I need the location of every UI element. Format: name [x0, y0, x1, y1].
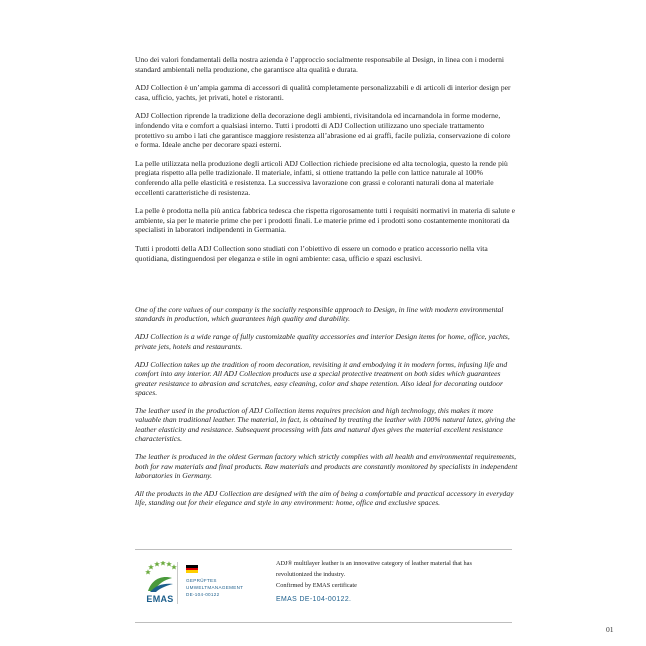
italian-paragraph: ADJ Collection riprende la tradizione della decorazione degli ambienti, rivisitandola ed incarnandola in forme moderne, infondendo vita e comfort a qualsiasi interno. Tutti i prodotti di ADJ Collection utilizzano uno speciale trattamento protettivo su ambo i lati che garantisce maggiore resistenza all’abrasione ed ai graffi, facile pulizia, conservazione di colore e forma. Ideale anche per decorare spazi esterni. [135, 111, 511, 150]
english-paragraph: The leather used in the production of ADJ Collection items requires precision and high technology, this makes it more valuable than traditional leather. The material, in fact, is obtained by treating the leather with 100% natural latex, giving the leather elasticity and resistance. Subsequent processing with fats and natural dyes gives the material excellent resistance characteristics. [135, 406, 516, 444]
english-paragraph: ADJ Collection takes up the tradition of room decoration, revisiting it and embodying it in modern forms, infusing life and comfort into any interior. All ADJ Collection products use a special protective treatment on both sides which guarantees greater resistance to abrasion and scratches, easy cleaning, color and shape retention. Also ideal for decorating outdoor spaces. [135, 359, 508, 398]
footer-divider-top [135, 549, 512, 550]
italian-paragraph: Uno dei valori fondamentali della nostra azienda è l’approccio socialmente responsabile al Design, in linea con i moderni standard ambientali nella produzione, che garantisce alta qualità e durata. [135, 55, 505, 74]
english-text-block [135, 305, 520, 516]
german-flag-icon [186, 565, 198, 573]
badge-line: DE-104-00122 [186, 592, 220, 597]
description-line: Confirmed by EMAS certificate [276, 581, 357, 589]
english-paragraph: One of the core values of our company is the socially responsible approach to Design, in line with modern environmental standards in production, which guarantees high quality and durability. [135, 305, 504, 324]
description-line: revolutionized the industry. [276, 570, 346, 578]
certificate-code: EMAS DE-104-00122. [276, 596, 352, 603]
page-number: 01 [606, 625, 614, 634]
emas-wave-icon [146, 575, 174, 593]
description-line: ADJ® multilayer leather is an innovative category of leather material that has [276, 560, 472, 567]
english-paragraph: ADJ Collection is a wide range of fully customizable quality accessories and interior Design items for home, office, yachts, private jets, hotels and restaurants. [135, 332, 510, 351]
badge-line: GEPRÜFTES [186, 578, 217, 583]
emas-logo [140, 561, 180, 607]
certification-description [276, 559, 521, 591]
badge-line: UMWELTMANAGEMENT [186, 585, 244, 590]
italian-paragraph: La pelle utilizzata nella produzione degli articoli ADJ Collection richiede precisione ed alta tecnologia, questo la rende più pregiata rispetto alla pelle tradizionale. Il materiale, infatti, si ottiene trattando la pelle con lattice naturale al 100% conferendo alla pelle elasticità e resistenza. La successiva lavorazione con grassi e coloranti naturali dona al materiale eccellenti caratteristiche di resistenza. [135, 158, 508, 197]
certification-badge-text [186, 577, 266, 598]
logo-divider [177, 562, 178, 604]
english-paragraph: The leather is produced in the oldest German factory which strictly complies with all health and environmental requirements, both for raw materials and final products. Raw materials and products are constantly monitored by specialists in independent laboratories in Germany. [135, 452, 518, 481]
italian-paragraph: La pelle è prodotta nella più antica fabbrica tedesca che rispetta rigorosamente tutti i requisiti normativi in materia di salute e ambiente, sia per le materie prime che per i prodotti finali. Le materie prime ed i prodotti sono costantemente monitorati da specialisti in laboratori indipendenti in Germania. [135, 206, 515, 235]
footer-divider-bottom [135, 622, 512, 623]
italian-paragraph: Tutti i prodotti della ADJ Collection sono studiati con l’obiettivo di essere un comodo e pratico accessorio nella vita quotidiana, distinguendosi per eleganza e stile in ogni ambiente: casa, ufficio e spazi esclusivi. [135, 243, 488, 263]
italian-text-block [135, 55, 515, 272]
emas-logo-text: EMAS [146, 594, 174, 604]
english-paragraph: All the products in the ADJ Collection are designed with the aim of being a comfortable and practical accessory in everyday life, standing out for their elegance and style in any environment: home, office and exclusive spaces. [135, 489, 514, 508]
italian-paragraph: ADJ Collection è un’ampia gamma di accessori di qualità completamente personalizzabili e di articoli di interior design per casa, ufficio, yachts, jet privati, hotel e ristoranti. [135, 83, 511, 102]
